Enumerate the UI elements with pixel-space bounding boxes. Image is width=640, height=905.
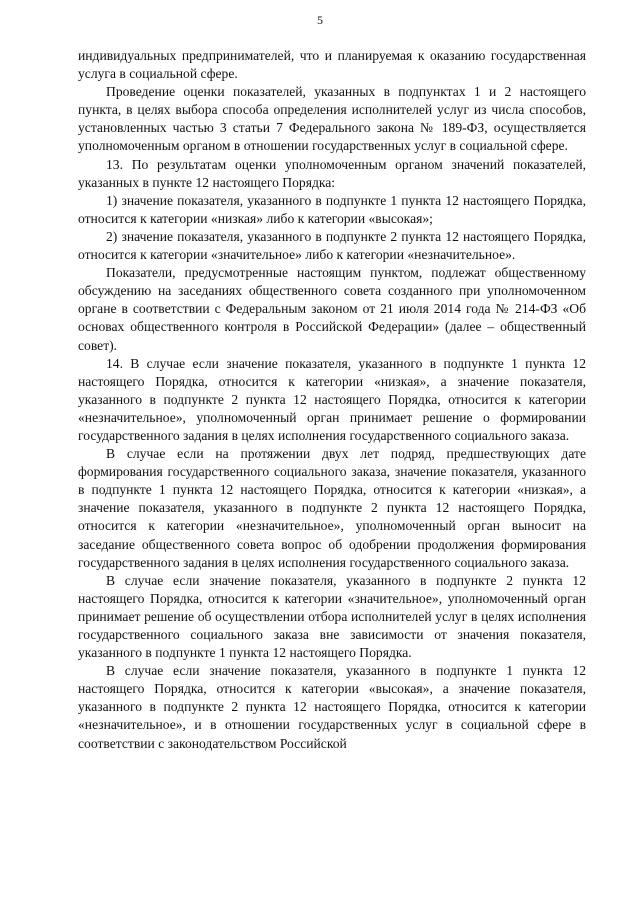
page-number: 5 (317, 13, 323, 27)
paragraph-subitem-1: 1) значение показателя, указанного в подпункте 1 пункта 12 настоящего Порядка, относится к категории «низкая» либо к категории «высокая»; (78, 192, 586, 226)
paragraph-continuation: индивидуальных предпринимателей, что и планируемая к оказанию государственная услуга в социальной сфере. (78, 48, 586, 82)
paragraph-high: В случае если значение показателя, указанного в подпункте 1 пункта 12 настоящего Порядка, относится к категории «высокая», а значение показателя, указанного в подпункте 2 пункта 12 настоящего Порядка, относится к категории «незначительное», и в отношении государственных услуг в социальной сфере в соответствии с законодательством Российской (78, 663, 586, 751)
paragraph-significant: В случае если значение показателя, указанного в подпункте 2 пункта 12 настоящего Порядка, относится к категории «значительное», уполномоченный орган принимает решение об осуществлении отбора исполнителей услуг в целях исполнения государственного социального заказа вне зависимости от значения показателя, указанного в подпункте 1 пункта 12 настоящего Порядка. (78, 572, 586, 661)
paragraph-subitem-2: 2) значение показателя, указанного в подпункте 2 пункта 12 настоящего Порядка, относится к категории «значительное» либо к категории «незначительное». (78, 228, 586, 263)
paragraph-item-14: 14. В случае если значение показателя, указанного в подпункте 1 пункта 12 настоящего Порядка, относится к категории «низкая», а значение показателя, указанного в подпункте 2 пункта 12 настоящего Порядка, относится к категории «незначительное», уполномоченный орган принимает решение о формировании государственного задания в целях исполнения государственного социального заказа. (78, 355, 586, 443)
paragraph-public-discussion: Показатели, предусмотренные настоящим пунктом, подлежат общественному обсуждению на заседаниях общественного совета созданного при уполномоченном органе в соответствии с Федеральным законом от 21 июля 2014 года № 214-ФЗ «Об основах общественного контроля в Российской Федерации» (далее – общественный совет). (78, 265, 586, 353)
document-body (78, 47, 586, 753)
paragraph-two-years: В случае если на протяжении двух лет подряд, предшествующих дате формирования государственного социального заказа, значение показателя, указанного в подпункте 1 пункта 12 настоящего Порядка, относится к категории «низкая», а значение показателя, указанного в подпункте 2 пункта 12 настоящего Порядка, относится к категории «незначительное», уполномоченный орган выносит на заседание общественного совета вопрос об одобрении продолжения формирования государственного задания в целях исполнения государственного социального заказа. (78, 446, 586, 570)
paragraph-item-13: 13. По результатам оценки уполномоченным органом значений показателей, указанных в пункте 12 настоящего Порядка: (78, 156, 586, 190)
paragraph-assessment: Проведение оценки показателей, указанных в подпунктах 1 и 2 настоящего пункта, в целях выбора способа определения исполнителей услуг из числа способов, установленных частью 3 статьи 7 Федерального закона № 189-ФЗ, осуществляется уполномоченным органом в отношении государственных услуг в социальной сфере. (78, 84, 586, 154)
